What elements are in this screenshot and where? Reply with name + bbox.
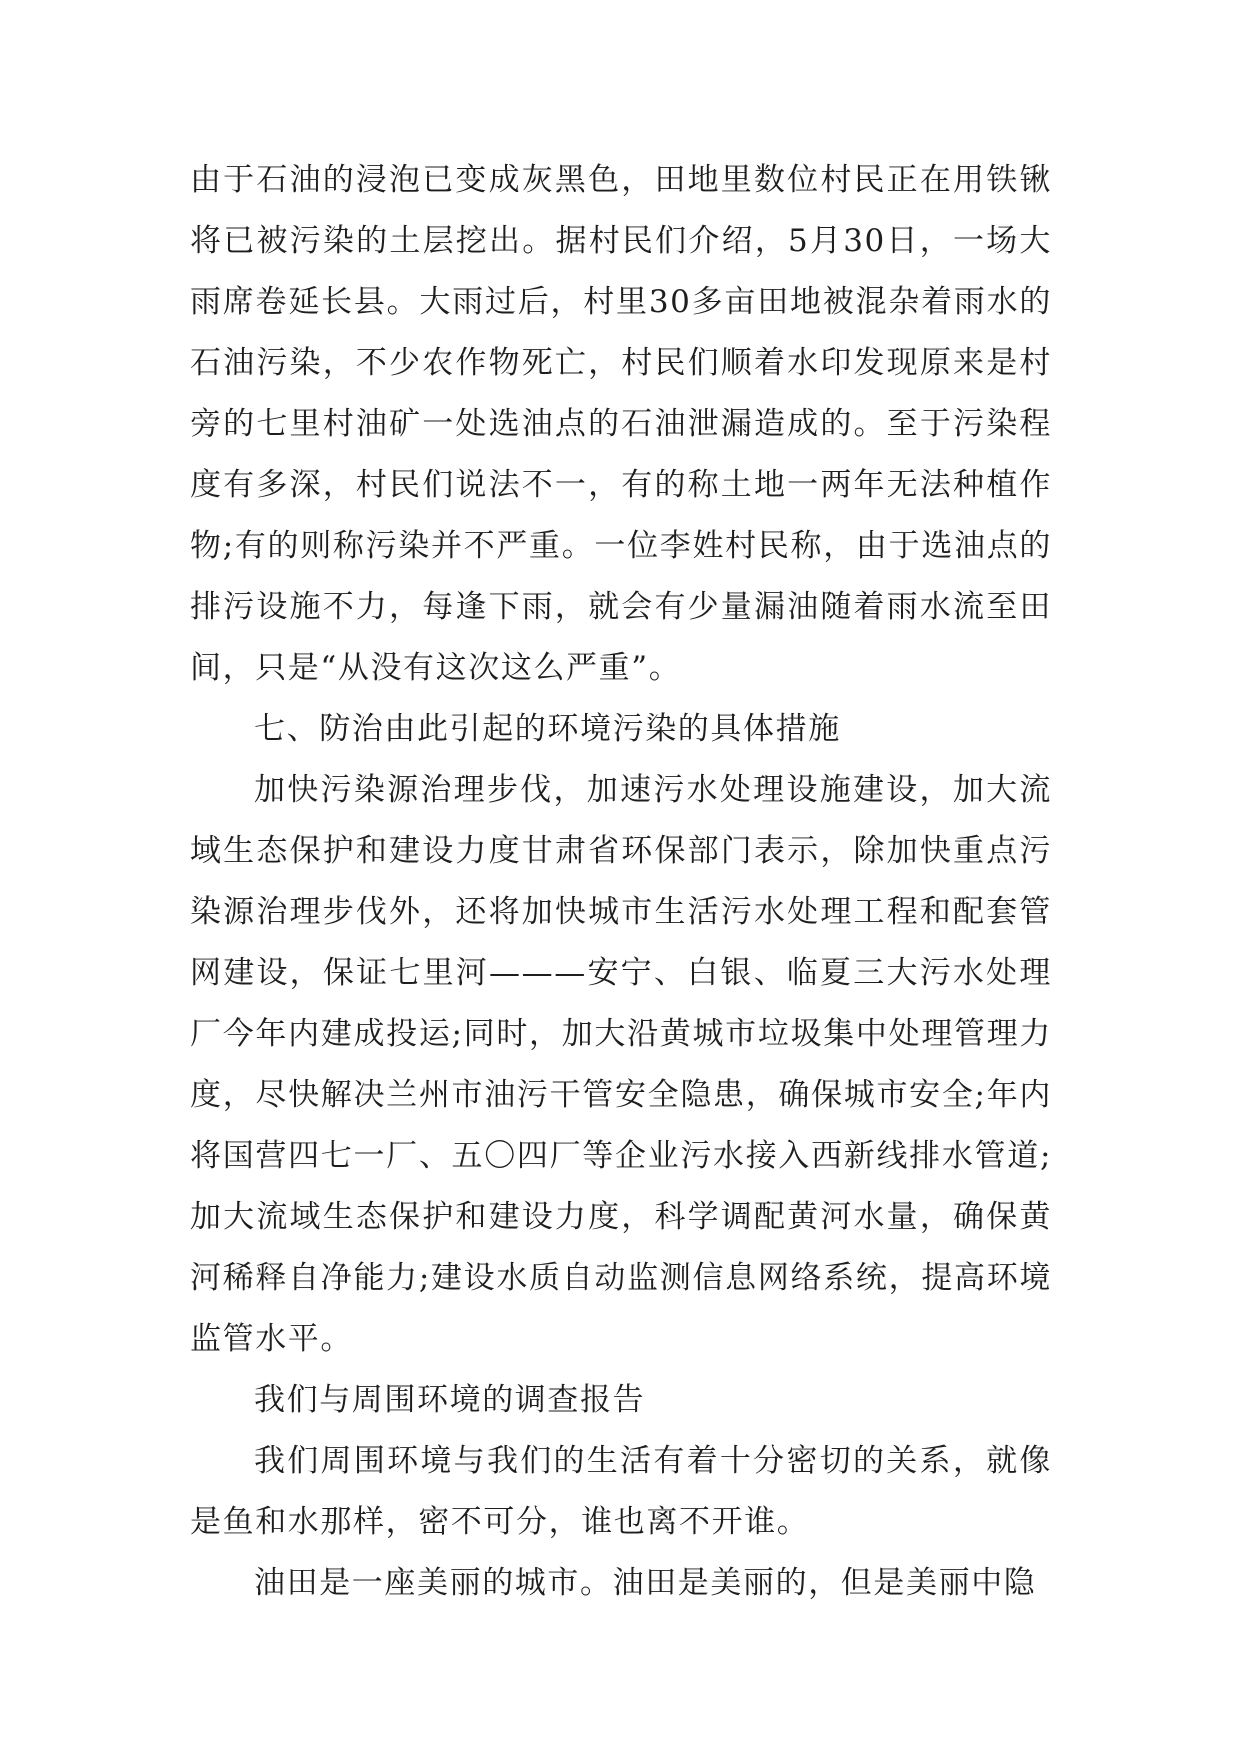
paragraph-pollution-report: 由于石油的浸泡已变成灰黑色，田地里数位村民正在用铁锹将已被污染的土层挖出。据村民们介绍，5月30日，一场大雨席卷延长县。大雨过后，村里30多亩田地被混杂着雨水的石油污染，不少农作物死亡，村民们顺着水印发现原来是村旁的七里村油矿一处选油点的石油泄漏造成的。至于污染程度有多深，村民们说法不一，有的称土地一两年无法种植作物;有的则称污染并不严重。一位李姓村民称，由于选油点的排污设施不力，每逢下雨，就会有少量漏油随着雨水流至田间，只是“从没有这次这么严重”。 xyxy=(190,162,1052,686)
paragraph-oilfield-city: 油田是一座美丽的城市。油田是美丽的，但是美丽中隐 xyxy=(254,1565,1037,1601)
section-heading-prevention-measures: 七、防治由此引起的环境污染的具体措施 xyxy=(254,711,841,747)
document-page xyxy=(190,150,1052,1614)
section-heading-survey-report: 我们与周围环境的调查报告 xyxy=(254,1382,646,1418)
paragraph-environment-relationship: 我们周围环境与我们的生活有着十分密切的关系，就像是鱼和水那样，密不可分，谁也离不开谁。 xyxy=(190,1443,1052,1540)
paragraph-prevention-measures: 加快污染源治理步伐，加速污水处理设施建设，加大流域生态保护和建设力度甘肃省环保部门表示，除加快重点污染源治理步伐外，还将加快城市生活污水处理工程和配套管网建设，保证七里河———安宁、白银、临夏三大污水处理厂今年内建成投运;同时，加大沿黄城市垃圾集中处理管理力度，尽快解决兰州市油污干管安全隐患，确保城市安全;年内将国营四七一厂、五〇四厂等企业污水接入西新线排水管道;加大流域生态保护和建设力度，科学调配黄河水量，确保黄河稀释自净能力;建设水质自动监测信息网络系统，提高环境监管水平。 xyxy=(190,772,1052,1357)
